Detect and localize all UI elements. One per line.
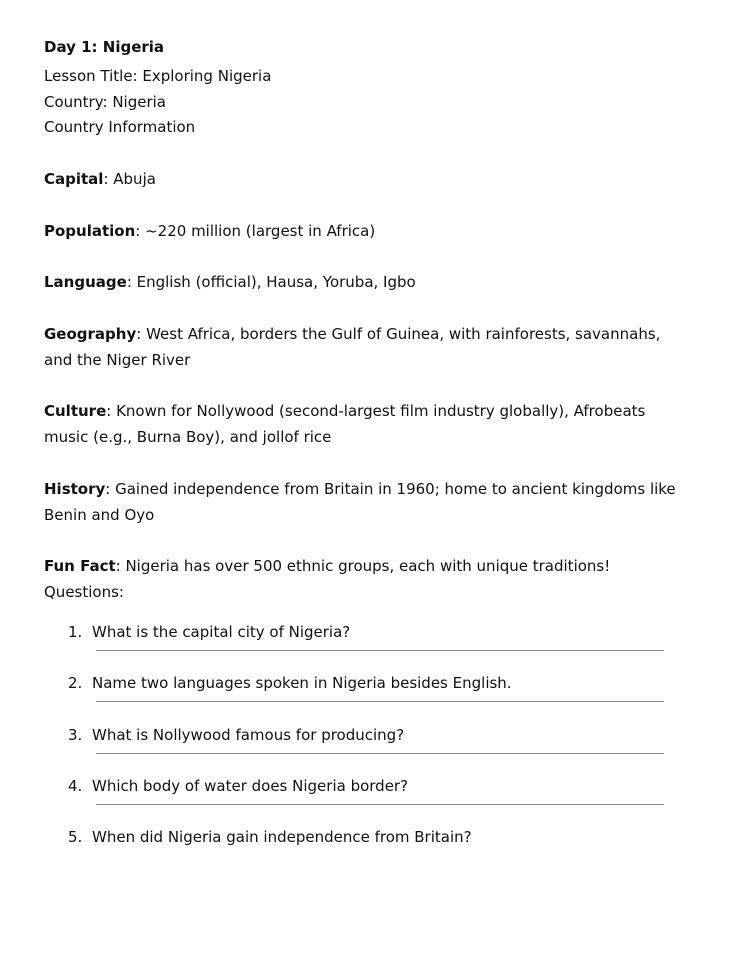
question-number: 2. <box>68 674 83 693</box>
info-value: : English (official), Hausa, Yoruba, Igbo <box>126 273 416 291</box>
question-item <box>44 775 684 826</box>
question-text: What is Nollywood famous for producing? <box>92 725 405 744</box>
question-item <box>44 672 684 723</box>
question-text: Name two languages spoken in Nigeria besides English. <box>92 674 512 693</box>
info-value: : ~220 million (largest in Africa) <box>135 221 376 240</box>
question-item <box>44 724 684 775</box>
question-text: What is the capital city of Nigeria? <box>92 623 351 641</box>
info-language <box>44 269 684 295</box>
info-label: Culture <box>44 402 107 420</box>
info-fun-fact <box>44 553 684 579</box>
info-value: : Known for Nollywood (second-largest film industry globally), Afrobeats music (e.g., Burna Boy), and jollof rice <box>44 402 646 446</box>
answer-line[interactable] <box>96 701 664 702</box>
lesson-title: Lesson Title: Exploring Nigeria <box>44 67 272 85</box>
section-label: Country Information <box>44 118 196 136</box>
info-value: : Abuja <box>103 170 156 188</box>
country-line: Country: Nigeria <box>44 92 166 111</box>
info-label: Language <box>44 273 127 291</box>
answer-line[interactable] <box>96 804 664 805</box>
questions-label: Questions: <box>44 583 124 601</box>
question-number: 1. <box>68 623 83 641</box>
info-history <box>44 476 684 528</box>
info-label: Capital <box>44 170 104 188</box>
answer-line[interactable] <box>96 650 664 651</box>
info-label: Population <box>44 221 136 240</box>
info-culture <box>44 398 684 450</box>
worksheet-document <box>44 36 684 877</box>
question-number: 5. <box>68 828 83 847</box>
question-item <box>44 826 684 877</box>
info-population <box>44 218 684 244</box>
info-value: : Nigeria has over 500 ethnic groups, each with unique traditions! <box>115 557 611 575</box>
info-label: Geography <box>44 324 137 343</box>
question-number: 3. <box>68 725 83 744</box>
question-text: Which body of water does Nigeria border? <box>92 776 409 795</box>
info-capital <box>44 166 684 192</box>
question-text: When did Nigeria gain independence from Britain? <box>92 828 472 847</box>
info-value: : Gained independence from Britain in 1960; home to ancient kingdoms like Benin and Oyo <box>44 479 676 524</box>
answer-line[interactable] <box>96 753 664 754</box>
info-value: : West Africa, borders the Gulf of Guinea, with rainforests, savannahs, and the Niger River <box>44 324 661 369</box>
question-item <box>44 621 684 672</box>
info-label: Fun Fact <box>44 557 116 575</box>
info-geography <box>44 321 684 373</box>
page-title: Day 1: Nigeria <box>44 38 165 56</box>
question-number: 4. <box>68 776 83 795</box>
info-label: History <box>44 479 106 498</box>
question-list <box>44 621 684 877</box>
